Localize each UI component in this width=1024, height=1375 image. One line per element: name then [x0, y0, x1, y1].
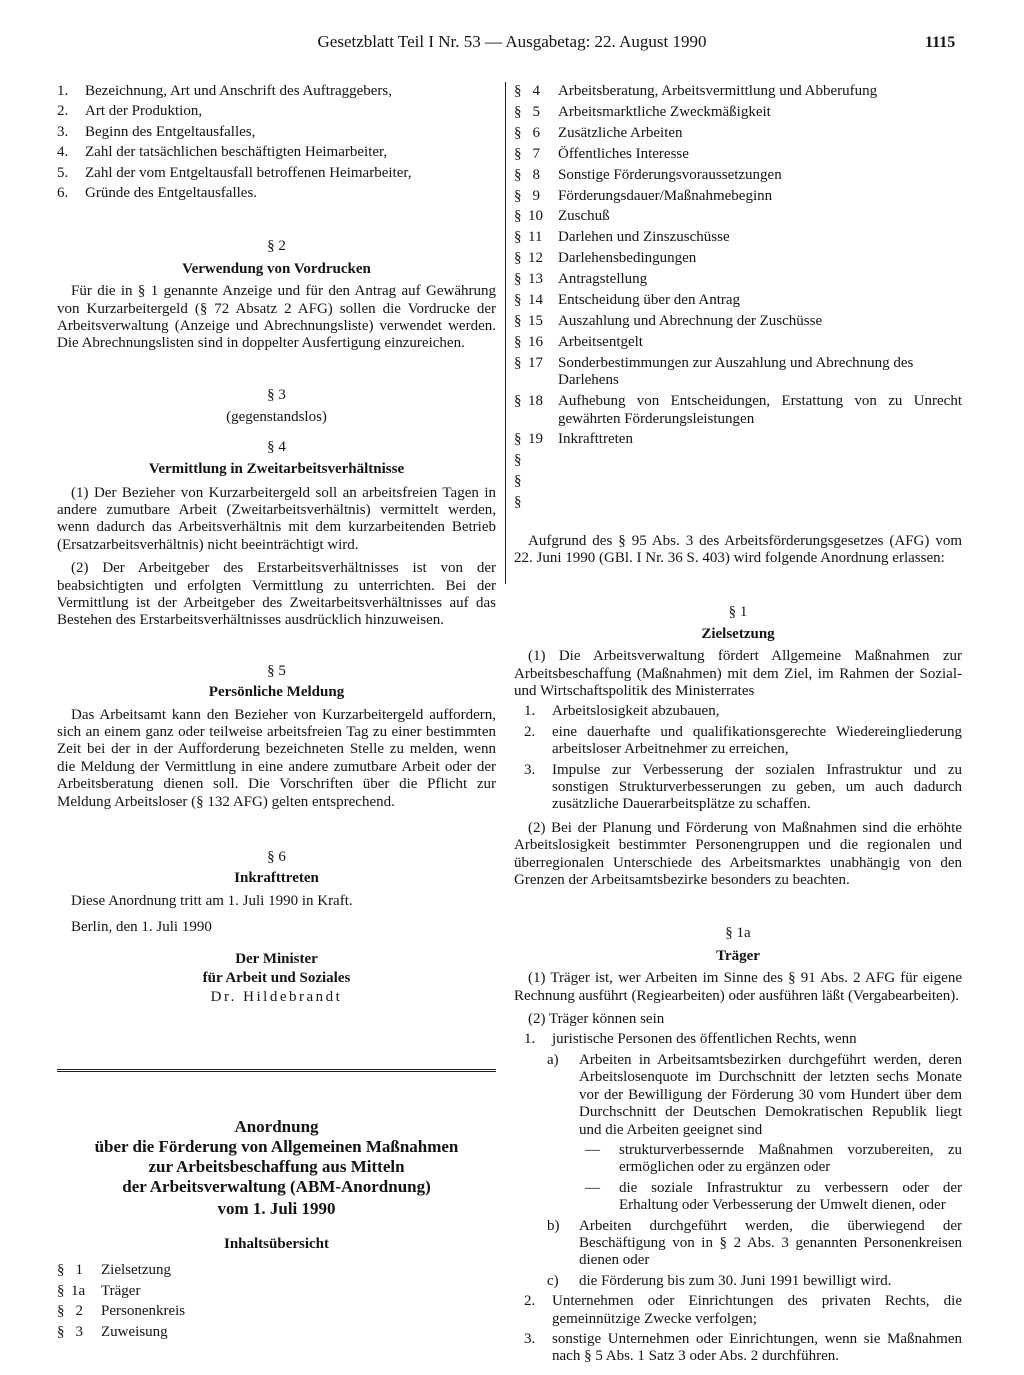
section-heading: Träger [716, 947, 760, 964]
toc-item: § 4 Arbeitsberatung, Arbeitsvermittlung und Abberufung [514, 83, 878, 99]
list-item: 1. juristische Personen des öffentlichen Rechts, wenn [524, 1031, 857, 1048]
section-number: § 4 [267, 438, 286, 455]
gazette-title: Gesetzblatt Teil I Nr. 53 — Ausgabetag: 22. August 1990 [317, 32, 707, 51]
goals-list [514, 703, 962, 813]
dash-item: — die soziale Infrastruktur zu verbessern oder der Erhaltung oder Verbesserung der Umwelt dienen, oder [585, 1179, 962, 1214]
page-header [0, 33, 1024, 55]
carrier-list-continued [514, 1293, 962, 1366]
section-paragraph: (1) Die Arbeitsverwaltung fördert Allgemeine Maßnahmen zur Arbeitsbeschaffung (Maßnahmen) mit dem Ziel, im Rahmen der Sozial- und Wirtschaftspolitik des Ministerrates [514, 648, 962, 699]
toc-item: § 11 Darlehen und Zinszuschüsse [514, 229, 730, 246]
sub-item: b) Arbeiten durchgeführt werden, die überwiegend der Beschäftigung von in § 2 Abs. 3 genannten Personenkreisen dienen oder [547, 1217, 962, 1269]
dash-item: — strukturverbessernde Maßnahmen vorzubereiten, zu ermöglichen oder zu ergänzen oder [585, 1141, 962, 1176]
carrier-list [514, 1031, 962, 1048]
section-paragraph: (1) Der Bezieher von Kurzarbeitergeld soll an arbeitsfreien Tagen in andere zumutbare Arbeit (Zweitarbeitsverhältnis) vermittelt werden, wenn dadurch das Arbeitsverhältnis mit dem kurzarbeitenden Betrieb (Ersatzarbeitsverhältnis) nicht beeinträchtigt wird. [57, 484, 496, 553]
list-item: 1. Arbeitslosigkeit abzubauen, [524, 703, 720, 720]
list-item: 5. Zahl der vom Entgeltausfall betroffenen Heimarbeiter, [57, 164, 412, 181]
toc-item: § 12 Darlehensbedingungen [514, 250, 697, 267]
list-item: 2. Art der Produktion, [57, 103, 203, 120]
section-paragraph: (1) Träger ist, wer Arbeiten im Sinne des § 91 Abs. 2 AFG für eigene Rechnung ausführt (Regiearbeiten) oder ausführen läßt (Vergabearbeiten). [514, 970, 962, 1004]
left-column [57, 83, 496, 1007]
list-item: 3. Beginn des Entgeltausfalles, [57, 123, 256, 140]
toc-item: § 3 Zuweisung [57, 1323, 168, 1340]
section-number: § 1 [728, 604, 748, 621]
toc-item: § [514, 494, 522, 511]
toc-item: § [514, 452, 522, 469]
ordinance-date: vom 1. Juli 1990 [217, 1199, 336, 1218]
section-paragraph: (2) Der Arbeitgeber des Erstarbeitsverhältnisses ist von der beabsichtigten und erfolgten Vermittlung zu unterrichten. Bei der Vermittlung ist der Arbeitgeber des Zweitarbeitsverhältnisses auf das Bestehen des Erstarbeitsverhältnisses ausdrücklich hinzuweisen. [57, 560, 496, 629]
list-item: 2. Unternehmen oder Einrichtungen des privaten Rechts, die gemeinnützige Zwecke verfolgen; [524, 1293, 962, 1327]
section-number: § 6 [267, 849, 286, 865]
page-number: 1115 [925, 34, 956, 51]
separator-rule [57, 1071, 496, 1072]
section-heading: Zielsetzung [701, 625, 775, 642]
section-text: (gegenstandslos) [226, 409, 327, 426]
toc-item: § 14 Entscheidung über den Antrag [514, 292, 741, 309]
section-heading: Vermittlung in Zweitarbeitsverhältnisse [148, 461, 405, 478]
section-number: § 2 [267, 238, 286, 255]
signature-ministry: für Arbeit und Soziales [202, 970, 351, 987]
section-heading: Persönliche Meldung [208, 684, 345, 701]
toc-item: § 6 Zusätzliche Arbeiten [514, 124, 683, 141]
toc-item: § 2 Personenkreis [57, 1303, 186, 1320]
list-item: 2. eine dauerhafte und qualifikationsgerechte Wiedereingliederung arbeitsloser Arbeitnehmer zu erreichen, [524, 723, 962, 758]
toc-item: § 17 Sonderbestimmungen zur Auszahlung und Abrechnung des Darlehens [514, 354, 914, 389]
toc-item: § 16 Arbeitsentgelt [514, 333, 643, 350]
ordinance-title-block [57, 1117, 496, 1341]
notice-list [57, 83, 496, 202]
ordinance-title: der Arbeitsverwaltung (ABM-Anordnung) [122, 1177, 431, 1196]
toc-item: § 18 Aufhebung von Entscheidungen, Erstattung von zu Unrecht gewährten Förderungsleistungen [514, 393, 962, 427]
right-column [514, 83, 962, 1366]
ordinance-title: Anordnung [234, 1117, 319, 1136]
toc-heading: Inhaltsübersicht [223, 1236, 330, 1252]
ordinance-title: zur Arbeitsbeschaffung aus Mitteln [148, 1157, 405, 1176]
sub-item: a) Arbeiten in Arbeitsamtsbezirken durchgeführt werden, deren Arbeitslosenquote im Durchschnitt der letzten sechs Monate vor der Bewilligung der Förderung 30 vom Hundert über dem Durchschnitt der Deutschen Demokratischen Republik liegt und die Arbeiten geeignet sind [547, 1051, 962, 1138]
toc-item: § 15 Auszahlung und Abrechnung der Zuschüsse [514, 312, 823, 329]
toc-item: § 1a Träger [57, 1282, 141, 1299]
ordinance-title: über die Förderung von Allgemeinen Maßnahmen [94, 1137, 459, 1156]
section-paragraph: (2) Träger können sein [528, 1011, 665, 1028]
list-item: 6. Gründe des Entgeltausfalles. [57, 185, 258, 202]
toc-item: § 9 Förderungsdauer/Maßnahmebeginn [514, 187, 773, 204]
list-item: 3. Impulse zur Verbesserung der sozialen Infrastruktur und zu sonstigen Strukturverbesserungen zu geben, um auch dadurch zusätzliche Dauerarbeitsplätze zu schaffen. [524, 761, 962, 813]
toc-list-continued [514, 83, 962, 512]
list-item: 1. Bezeichnung, Art und Anschrift des Auftraggebers, [57, 83, 393, 99]
toc-item: § [514, 473, 522, 490]
toc-item: § 1 Zielsetzung [57, 1262, 171, 1279]
sub-item: c) die Förderung bis zum 30. Juni 1991 bewilligt wird. [547, 1272, 892, 1289]
separator-rule [57, 1069, 496, 1070]
column-divider [505, 82, 506, 584]
toc-item: § 10 Zuschuß [514, 208, 610, 225]
signature-name: Dr. Hildebrandt [210, 989, 343, 1006]
section-number: § 1a [725, 925, 751, 942]
toc-item: § 5 Arbeitsmarktliche Zweckmäßigkeit [514, 103, 771, 120]
preamble: Aufgrund des § 95 Abs. 3 des Arbeitsförderungsgesetzes (AFG) vom 22. Juni 1990 (GBl. I Nr. 36 S. 403) wird folgende Anordnung erlassen: [514, 532, 962, 566]
toc-item: § 7 Öffentliches Interesse [514, 145, 689, 162]
toc-item: § 13 Antragstellung [514, 271, 648, 288]
section-number: § 5 [267, 662, 286, 679]
section-number: § 3 [267, 386, 286, 403]
list-item: 3. sonstige Unternehmen oder Einrichtungen, wenn sie Maßnahmen nach § 5 Abs. 1 Satz 3 oder Abs. 2 durchführen. [524, 1330, 962, 1365]
section-heading: Inkrafttreten [234, 870, 319, 887]
signature-title: Der Minister [235, 950, 318, 967]
section-text: Diese Anordnung tritt am 1. Juli 1990 in Kraft. [71, 892, 353, 909]
section-text: Für die in § 1 genannte Anzeige und für den Antrag auf Gewährung von Kurzarbeitergeld (§ 72 Absatz 2 AFG) sollen die Vordrucke der Arbeitsverwaltung (Anzeige und Abrechnungsliste) verwendet werden. Die Abrechnungslisten sind in doppelter Ausfertigung einzureichen. [57, 283, 496, 352]
list-item: 4. Zahl der tatsächlichen beschäftigten Heimarbeiter, [57, 144, 388, 161]
section-text: Das Arbeitsamt kann den Bezieher von Kurzarbeitergeld auffordern, sich an einem ganz oder teilweise arbeitsfreien Tag zu einer bestimmten Zeit bei der in der Aufforderung bezeichneten Stelle zu melden, wenn die Meldung der Vermittlung in eine andere zumutbare Arbeit oder der Arbeitsberatung dienen soll. Die Vorschriften über die Pflicht zur Meldung Arbeitsloser (§ 132 AFG) gelten entsprechend. [57, 706, 496, 810]
section-heading: Verwendung von Vordrucken [182, 260, 371, 277]
toc-item: § 19 Inkrafttreten [514, 431, 633, 448]
toc-item: § 8 Sonstige Förderungsvoraussetzungen [514, 166, 782, 183]
toc-list [57, 1262, 496, 1341]
section-paragraph: (2) Bei der Planung und Förderung von Maßnahmen sind die erhöhte Arbeitslosigkeit bestimmter Personengruppen und die regionalen und überregionalen Unterschiede des Arbeitsmarktes unabhängig von den Grenzen der Arbeitsamtsbezirke besonders zu beachten. [514, 819, 962, 889]
place-date: Berlin, den 1. Juli 1990 [71, 919, 212, 936]
